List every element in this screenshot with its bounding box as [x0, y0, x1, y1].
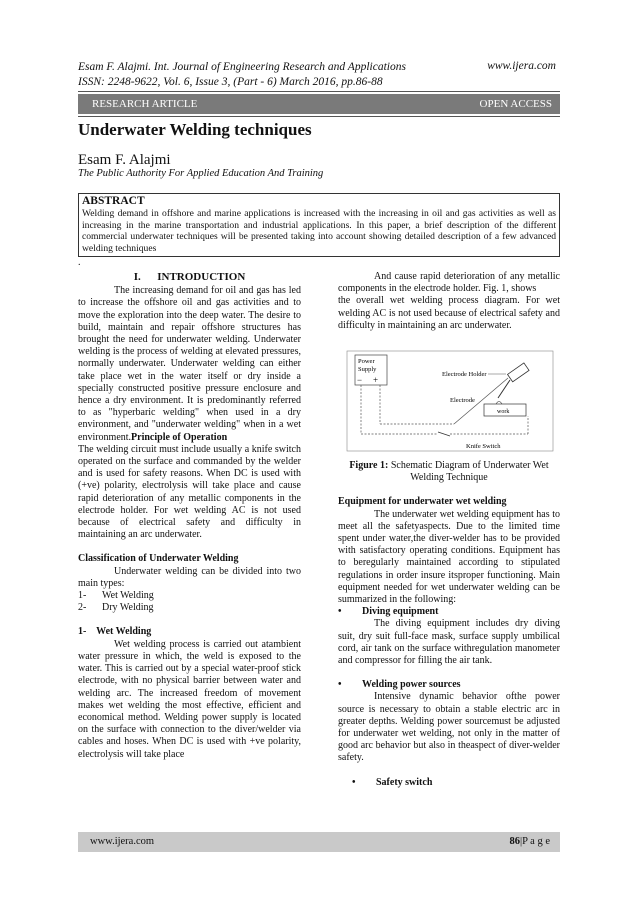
author-affiliation: The Public Authority For Applied Education And Training — [78, 168, 324, 179]
classification-heading: Classification of Underwater Welding — [78, 553, 239, 565]
list-item: • Diving equipment — [338, 606, 439, 618]
article-type: RESEARCH ARTICLE — [92, 98, 198, 110]
list-item: 2- Dry Welding — [78, 602, 154, 614]
power-label: Power — [358, 358, 375, 366]
welding-arc — [496, 402, 502, 405]
knife-switch-label: Knife Switch — [466, 443, 501, 451]
principle-paragraph: The welding circuit must include usually a knife switch operated on the surface and commanded by the welder and is used for safety reasons. When DC is used with (+ve) polarity, electrolysis will take place and cause rapid deterioration of any metallic components in the electrode holder. For wet welding AC is not used because of electrical safety and difficulty in maintaining an arc underwater. — [78, 443, 301, 541]
electrode-holder-label: Electrode Holder — [442, 371, 487, 379]
left-column — [78, 271, 301, 761]
access-type: OPEN ACCESS — [479, 98, 552, 110]
power-sources-heading: Welding power sources — [362, 679, 461, 691]
stray-dot: . — [78, 257, 81, 268]
paper-title: Underwater Welding techniques — [78, 120, 312, 139]
wet-welding-paragraph: Wet welding process is carried out atambient water pressure in which, the weld is exposed to the water. This is carried out by a special water-proof stick electrode, with no physical barrier between water and welding arc. The increased freedom of movement makes wet welding the most effective, efficient and economical method. Welding power supply is located on the surface with connection to the diver/welder via cables and hoses. When DC is used with +ve polarity, electrolysis will take place — [78, 638, 301, 760]
knife-switch-blade — [438, 432, 450, 436]
article-banner — [78, 94, 560, 114]
diving-equipment-paragraph: The diving equipment includes dry diving suit, dry suit full-face mask, surface supply umbilical cord, air tank on the surface withregulation manometer and compressor for filling the air tank. — [338, 618, 560, 667]
right-column — [338, 271, 560, 789]
list-item: • Welding power sources — [338, 679, 461, 691]
negative-terminal: − — [357, 375, 363, 386]
abstract-box — [78, 193, 560, 257]
figure-caption: Figure 1: Schematic Diagram of Underwater Wet Welding Technique — [349, 460, 549, 484]
figure-1-diagram — [338, 346, 560, 456]
diving-equipment-heading: Diving equipment — [362, 606, 439, 618]
work-label: work — [497, 409, 510, 416]
equipment-heading: Equipment for underwater wet welding — [338, 496, 507, 508]
electrode-rod — [498, 380, 510, 398]
wet-welding-heading: 1- Wet Welding — [78, 626, 152, 638]
abstract-text: Welding demand in offshore and marine applications is increased with the increasing in oil and gas activities as well as increasing in the marine transportation and industrial applications. In this paper, a brief description of the different commercial underwater techniques will be presented taking into account showing detailed description of a few advanced welding techniques — [82, 208, 556, 254]
list-item: 1- Wet Welding — [78, 590, 154, 602]
continuation-paragraph-1: And cause rapid deterioration of any metallic components in the electrode holder. Fig. 1, shows — [338, 271, 560, 295]
section-heading-introduction: I. INTRODUCTION — [133, 271, 246, 283]
power-sources-paragraph: Intensive dynamic behavior ofthe power source is necessary to obtain a stable electric arc in greater depths. Welding power sourcemust be adjusted for underwater wet welding, not only in the matter of good arc behavior but also in theaspect of diver-welder safety. — [338, 691, 560, 764]
principle-heading: Principle of Operation — [131, 431, 228, 443]
journal-citation — [78, 60, 558, 90]
classification-paragraph: Underwater welding can be divided into two main types: — [78, 565, 301, 589]
positive-terminal: + — [373, 375, 379, 386]
banner-rule — [78, 116, 560, 117]
list-item: • Safety switch — [352, 776, 433, 788]
header-rule — [78, 91, 560, 92]
supply-label: Supply — [358, 366, 377, 374]
safety-switch-heading: Safety switch — [376, 776, 433, 788]
citation-line-1: Esam F. Alajmi. Int. Journal of Engineering Research and Applications — [78, 61, 406, 73]
citation-line-2: ISSN: 2248-9622, Vol. 6, Issue 3, (Part - 6) March 2016, pp.86-88 — [78, 76, 383, 88]
continuation-paragraph-2: the overall wet welding process diagram. For wet welding AC is not used because of electrical safety and difficulty in maintaining an arc underwater. — [338, 295, 560, 331]
abstract-heading: ABSTRACT — [82, 195, 145, 207]
page-footer — [78, 832, 560, 852]
electrode-holder-shape — [508, 363, 530, 382]
intro-paragraph: The increasing demand for oil and gas has led to increase the offshore oil and gas activities and to move the exploration into the deep water. The desire to build, maintain and repair offshore structures has brought the need for underwater welding. Underwater welding is the process of welding at elevated pressures, normally underwater. Underwater welding can either take place wet in the water itself or dry inside a specially constructed positive pressure enclosure and hence a dry environment. It is predominantly referred to as "hyperbaric welding" when used in a dry environment, and "underwater welding" when in a wet environment.Principle of Operation — [78, 285, 301, 443]
journal-website[interactable]: www.ijera.com — [487, 60, 556, 72]
electrode-label: Electrode — [450, 397, 475, 405]
equipment-paragraph: The underwater wet welding equipment has to meet all the safetyaspects. Due to the limited time spent under water,the diver-welder has to be provided with satisfactory operating conditions. Equipment has to beregularly maintained according to stipulated regulations in order insure itsproper functioning. Main equipment needed for wet underwater welding can be summarized in the following: — [338, 508, 560, 606]
footer-website[interactable]: www.ijera.com — [90, 836, 155, 847]
author-name: Esam F. Alajmi — [78, 152, 171, 168]
page-number: 86|P a g e — [509, 836, 550, 847]
